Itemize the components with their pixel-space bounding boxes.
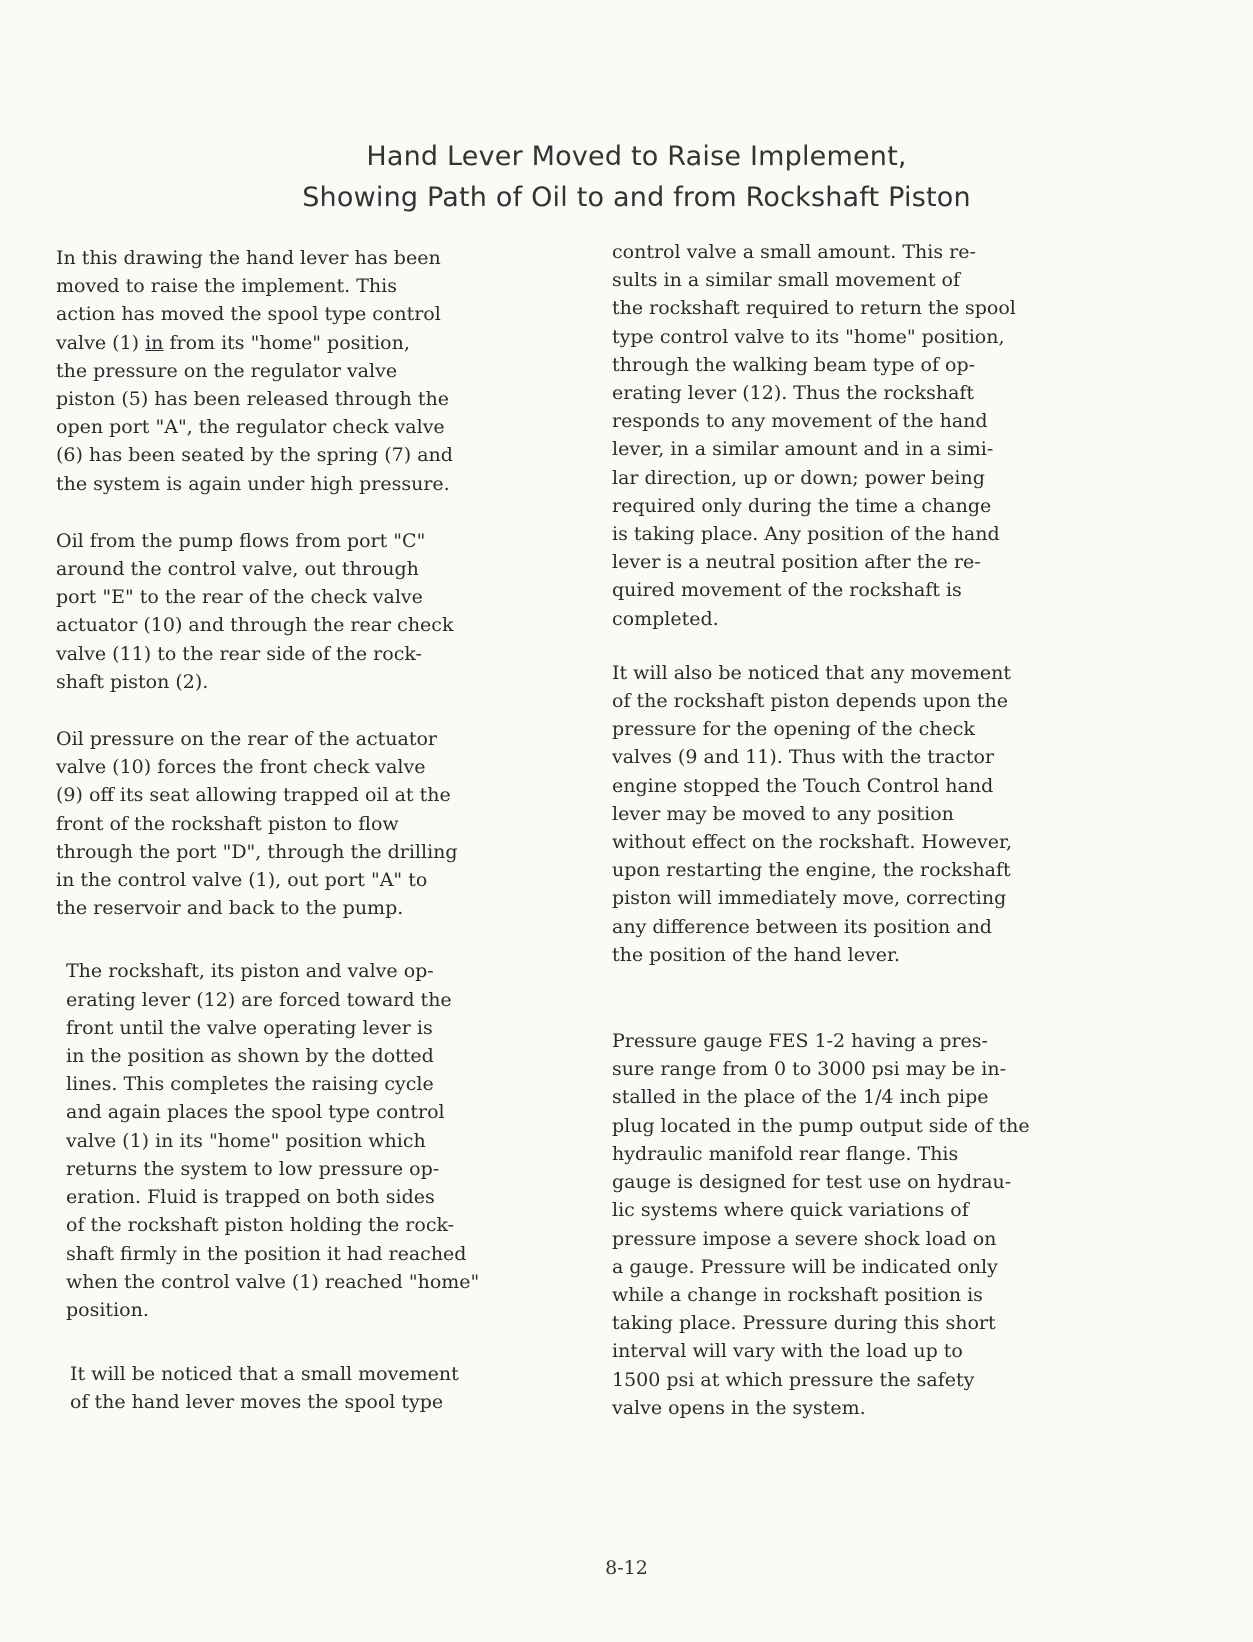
paragraph-small-movement: It will be noticed that a small movement of the hand lever moves the spool type [70, 1363, 459, 1414]
paragraph-text: from its "home" position, the pressure on the regulator valve piston (5) has been released through the open port "A", the regulator check valve (6) has been seated by the spring (7) and the system is again under high pressure. [56, 331, 453, 495]
title-line-1: Hand Lever Moved to Raise Implement, [366, 141, 907, 172]
paragraph-rockshaft-forced: The rockshaft, its piston and valve op- erating lever (12) are forced toward the front until the valve operating lever is in the position as shown by the dotted lines. This completes the raising cycle and again places the spool type control valve (1) in its "home" position which returns the system to low pressure op- eration. Fluid is trapped on both sides of the rockshaft piston holding the rock- shaft firmly in the position it had reached when the control valve (1) reached "home" position. [66, 960, 480, 1321]
paragraph-control-valve-amount: control valve a small amount. This re- sults in a similar small movement of the rockshaft required to return the spool type control valve to its "home" position, through the walking beam type of op- erating lever (12). Thus the rockshaft responds to any movement of the hand lever, in a similar amount and in a simi- lar direction, up or down; power being required only during the time a change is taking place. Any position of the hand lever is a neutral position after the re- quired movement of the rockshaft is completed. [612, 241, 1016, 630]
paragraph-hand-lever-moved [56, 244, 556, 498]
paragraph-check-valves: It will also be noticed that any movement of the rockshaft piston depends upon the pressure for the opening of the check valves (9 and 11). Thus with the tractor engine stopped the Touch Control hand lever may be moved to any position without effect on the rockshaft. However, upon restarting the engine, the rockshaft piston will immediately move, correcting any difference between its position and the position of the hand lever. [612, 661, 1013, 966]
underlined-word: in [145, 331, 164, 354]
paragraph-oil-pressure: Oil pressure on the rear of the actuator valve (10) forces the front check valve (9) off its seat allowing trapped oil at the front of the rockshaft piston to flow through the port "D", through the drilling in the control valve (1), out port "A" to the reservoir and back to the pump. [56, 728, 458, 920]
left-column [56, 244, 556, 1417]
paragraph-pressure-gauge: Pressure gauge FES 1-2 having a pres- sure range from 0 to 3000 psi may be in- stalled in the place of the 1/4 inch pipe plug located in the pump output side of the hydraulic manifold rear flange. This gauge is designed for test use on hydrau- lic systems where quick variations of pressure impose a severe shock load on a gauge. Pressure will be indicated only while a change in rockshaft position is taking place. Pressure during this short interval will vary with the load up to 1500 psi at which pressure the safety valve opens in the system. [612, 1030, 1030, 1419]
paragraph-oil-flow: Oil from the pump flows from port "C" around the control valve, out through port "E" to the rear of the check valve actuator (10) and through the rear check valve (11) to the rear side of the rock- shaft piston (2). [56, 529, 454, 693]
title-line-2: Showing Path of Oil to and from Rockshaft Piston [302, 182, 971, 213]
page-number: 8-12 [605, 1557, 648, 1579]
right-column [612, 238, 1112, 1422]
paragraph-text: In this drawing the hand lever has been moved to raise the implement. This action has moved the spool type control valve (1) [56, 247, 441, 354]
page-title [0, 136, 1253, 218]
